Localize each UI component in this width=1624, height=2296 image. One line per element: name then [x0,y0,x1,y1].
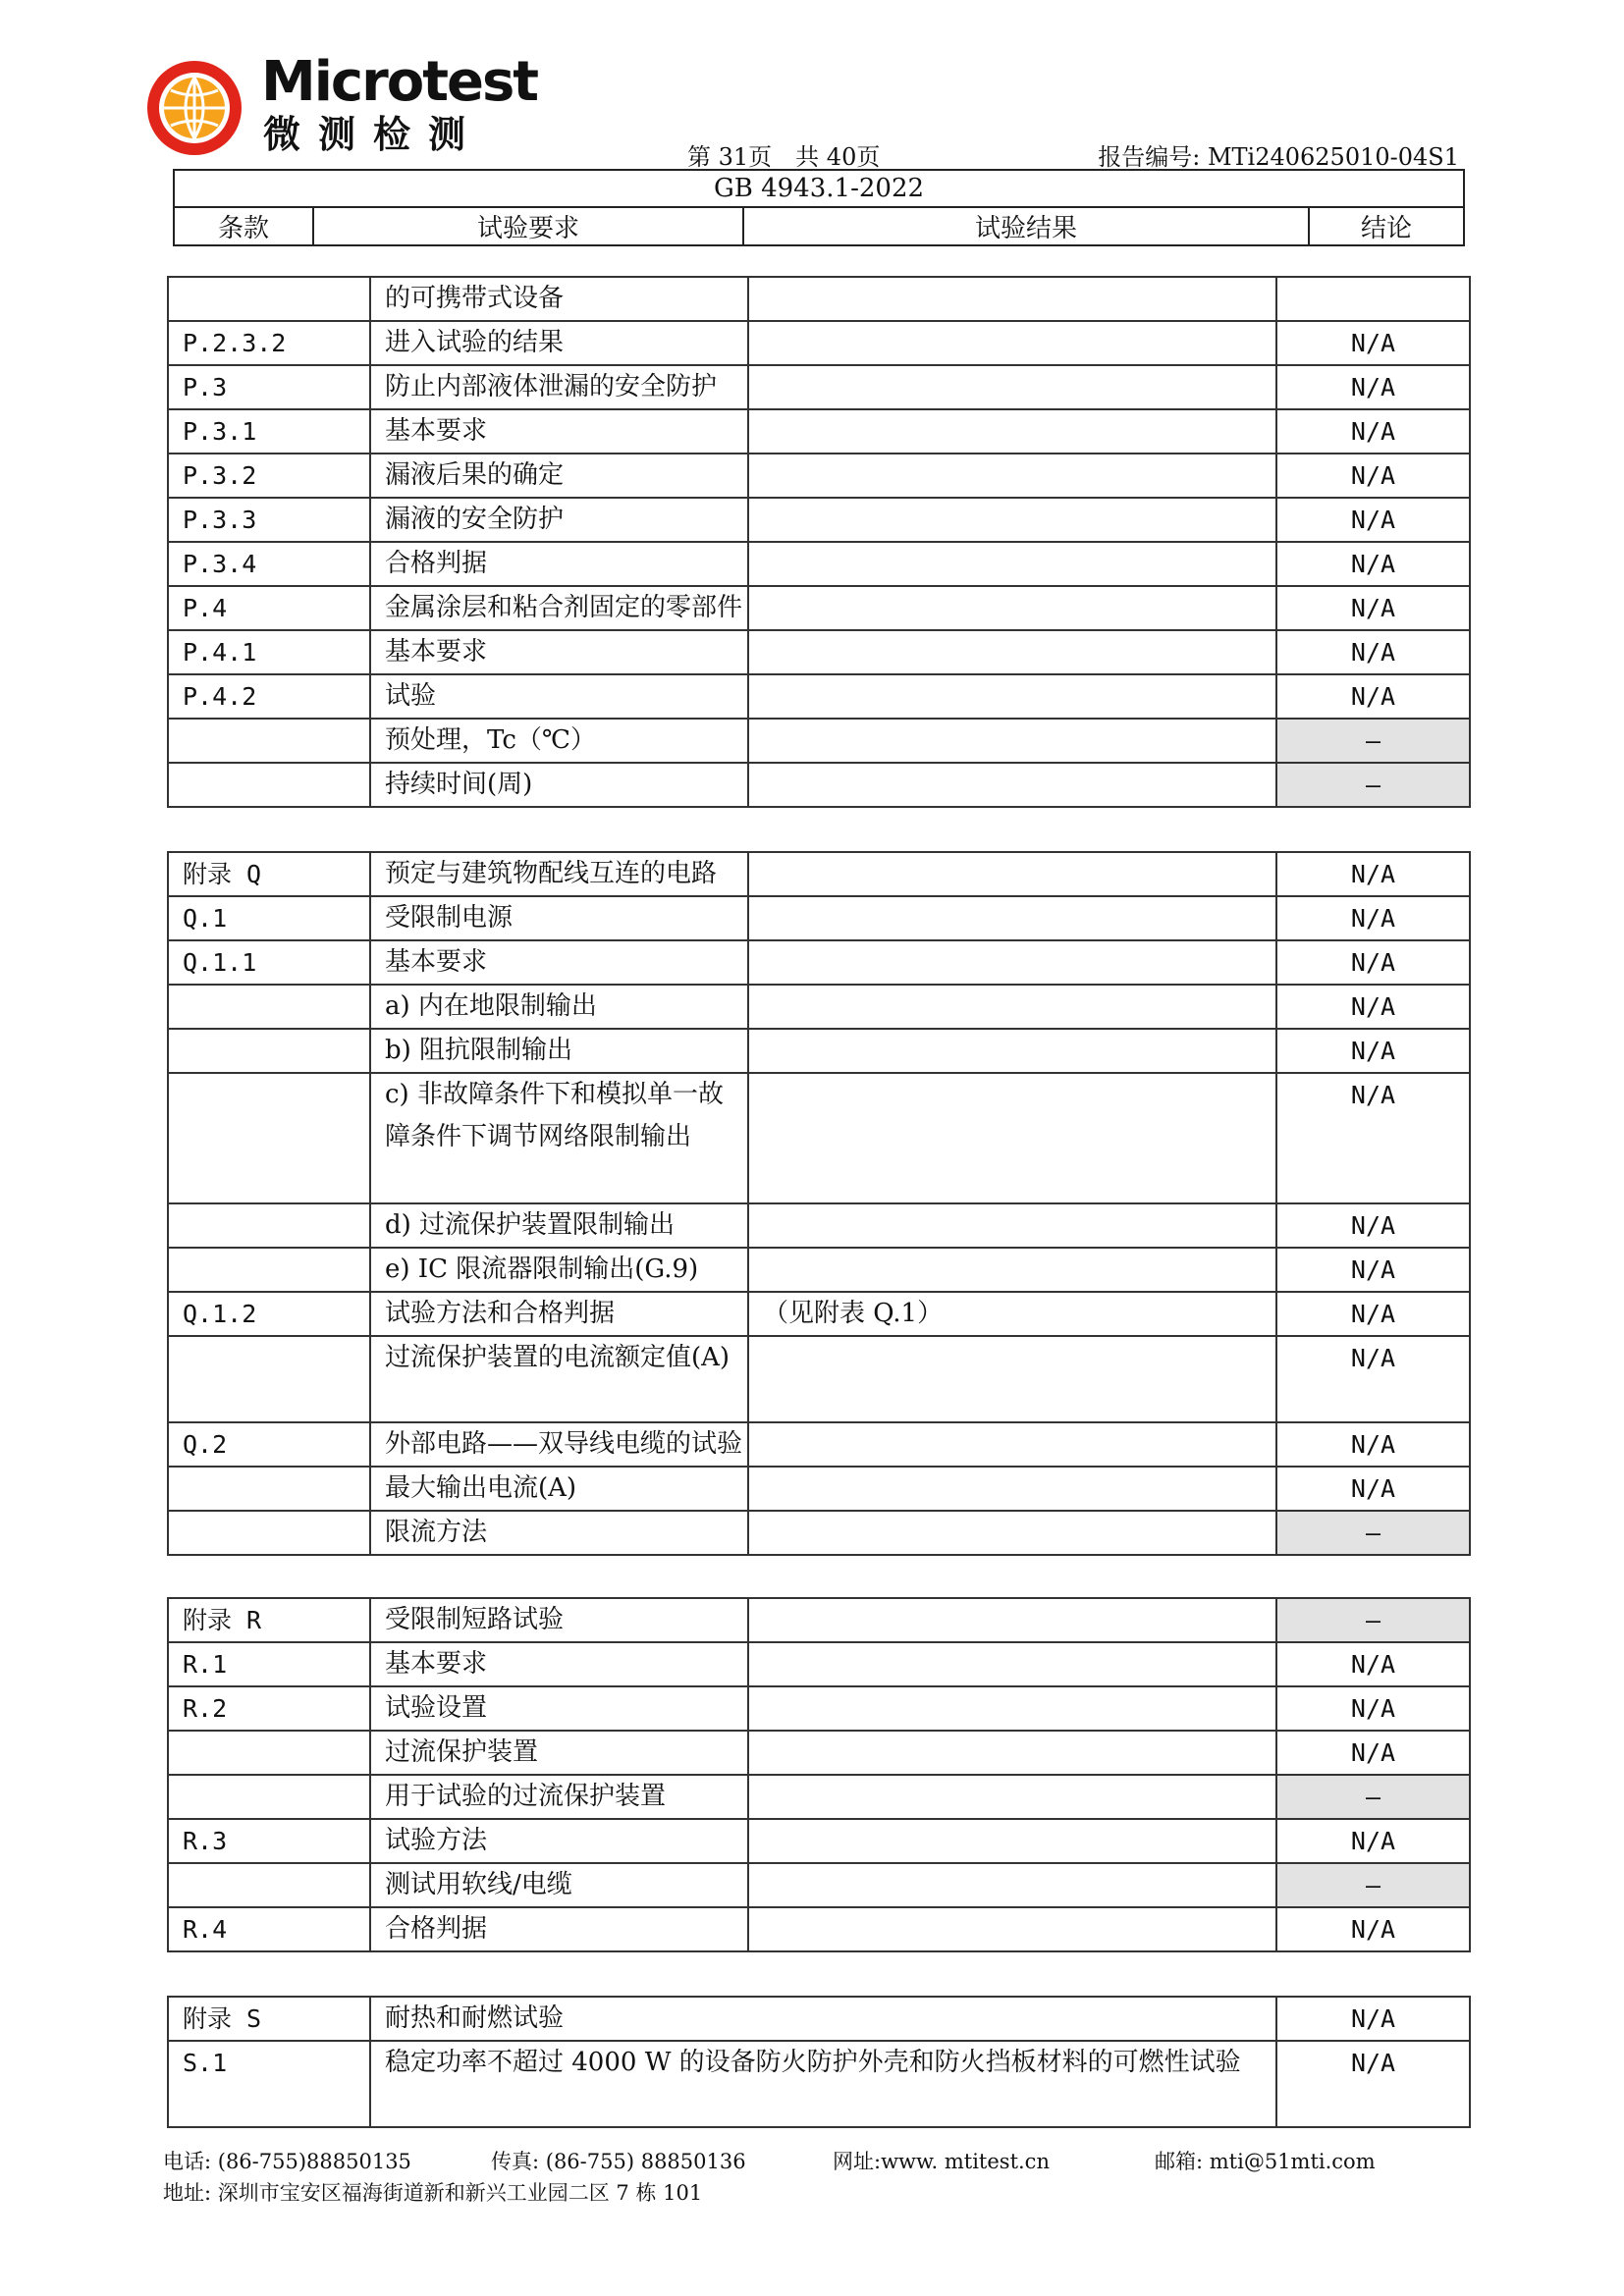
requirement-cell: 持续时间(周) [370,763,748,807]
column-header-verdict: 结论 [1309,207,1464,245]
result-cell [748,1336,1276,1422]
requirement-cell: 金属涂层和粘合剂固定的零部件 [370,586,748,630]
verdict-cell: N/A [1276,498,1470,542]
table-row [168,1598,1470,1642]
verdict-cell: — [1276,1598,1470,1642]
verdict-cell: N/A [1276,1248,1470,1292]
clause-cell [168,1073,370,1203]
clause-cell [168,1029,370,1073]
verdict-cell: N/A [1276,1907,1470,1951]
verdict-cell: N/A [1276,1073,1470,1203]
table-row [168,896,1470,940]
verdict-cell: N/A [1276,586,1470,630]
result-cell [748,1598,1276,1642]
verdict-cell: N/A [1276,2041,1470,2127]
requirement-cell: e) IC 限流器限制输出(G.9) [370,1248,748,1292]
requirement-cell: 基本要求 [370,940,748,985]
table-row [168,1863,1470,1907]
table-row [168,542,1470,586]
clause-cell: P.3 [168,365,370,409]
result-cell [748,409,1276,454]
requirement-cell: 最大输出电流(A) [370,1467,748,1511]
clause-cell [168,1863,370,1907]
table-row [168,586,1470,630]
requirement-cell: 漏液的安全防护 [370,498,748,542]
requirement-cell: 试验方法 [370,1819,748,1863]
clause-cell: P.4 [168,586,370,630]
table-row [168,763,1470,807]
clause-cell [168,1511,370,1555]
requirement-cell: 试验方法和合格判据 [370,1292,748,1336]
clause-cell: P.3.4 [168,542,370,586]
verdict-cell: N/A [1276,1997,1470,2041]
report-number: 报告编号: MTi240625010-04S1 [1098,143,1459,171]
clause-cell: R.3 [168,1819,370,1863]
clause-cell [168,277,370,321]
verdict-cell: — [1276,1775,1470,1819]
column-header-result: 试验结果 [743,207,1309,245]
requirement-cell: 外部电路——双导线电缆的试验 [370,1422,748,1467]
result-cell [748,277,1276,321]
verdict-cell: N/A [1276,852,1470,896]
page-number: 第 31页 共 40页 [687,143,881,171]
verdict-cell: N/A [1276,940,1470,985]
verdict-cell: N/A [1276,896,1470,940]
result-cell [748,321,1276,365]
section-table-appendix-s [167,1996,1471,2128]
clause-cell [168,1203,370,1248]
requirement-cell: 限流方法 [370,1511,748,1555]
clause-cell [168,719,370,763]
table-row [168,321,1470,365]
table-row [168,1467,1470,1511]
result-cell [748,674,1276,719]
result-cell [748,498,1276,542]
clause-cell [168,763,370,807]
table-row [168,1642,1470,1686]
requirement-cell: 测试用软线/电缆 [370,1863,748,1907]
clause-cell: P.4.2 [168,674,370,719]
section-table-appendix-r [167,1597,1471,1952]
clause-cell [168,1775,370,1819]
table-row [168,498,1470,542]
verdict-cell: N/A [1276,542,1470,586]
table-row [168,1686,1470,1731]
standard-header-table [173,169,1465,246]
column-header-requirement: 试验要求 [313,207,743,245]
requirement-cell: 进入试验的结果 [370,321,748,365]
requirement-cell: 的可携带式设备 [370,277,748,321]
verdict-cell: N/A [1276,1642,1470,1686]
result-cell [748,586,1276,630]
verdict-cell: N/A [1276,985,1470,1029]
requirement-cell: b) 阻抗限制输出 [370,1029,748,1073]
table-row [168,985,1470,1029]
result-cell [748,1422,1276,1467]
verdict-cell: N/A [1276,1422,1470,1467]
result-cell [748,454,1276,498]
brand-name: Microtest [261,50,538,114]
footer-phone: 电话: (86-755)88850135 [163,2150,411,2173]
table-row [168,1819,1470,1863]
clause-cell: S.1 [168,2041,370,2127]
result-cell [748,763,1276,807]
verdict-cell: N/A [1276,409,1470,454]
requirement-cell: 受限制短路试验 [370,1598,748,1642]
table-row [168,1422,1470,1467]
clause-cell: R.2 [168,1686,370,1731]
requirement-cell: 合格判据 [370,542,748,586]
clause-cell: 附录 S [168,1997,370,2041]
result-cell [748,1907,1276,1951]
result-cell [748,1203,1276,1248]
clause-cell [168,1731,370,1775]
verdict-cell: — [1276,1511,1470,1555]
verdict-cell: N/A [1276,1292,1470,1336]
table-row [168,1292,1470,1336]
clause-cell: P.4.1 [168,630,370,674]
requirement-cell: 漏液后果的确定 [370,454,748,498]
table-row [168,852,1470,896]
result-cell [748,1029,1276,1073]
globe-logo-icon [145,59,244,157]
table-row [168,719,1470,763]
result-cell [748,1686,1276,1731]
clause-cell: Q.1.2 [168,1292,370,1336]
company-logo [145,50,538,159]
result-cell [748,1819,1276,1863]
table-row [168,674,1470,719]
verdict-cell: — [1276,719,1470,763]
verdict-cell: N/A [1276,674,1470,719]
table-row [168,940,1470,985]
table-row [168,1248,1470,1292]
result-cell: （见附表 Q.1） [748,1292,1276,1336]
clause-cell [168,985,370,1029]
requirement-cell: d) 过流保护装置限制输出 [370,1203,748,1248]
requirement-cell: 预处理，Tc（℃） [370,719,748,763]
table-row [168,630,1470,674]
clause-cell: P.2.3.2 [168,321,370,365]
requirement-cell: 耐热和耐燃试验 [370,1997,1276,2041]
table-row [168,409,1470,454]
verdict-cell: N/A [1276,321,1470,365]
result-cell [748,985,1276,1029]
result-cell [748,896,1276,940]
footer-website: 网址:www. mtitest.cn [833,2150,1050,2173]
result-cell [748,852,1276,896]
result-cell [748,940,1276,985]
clause-cell [168,1248,370,1292]
result-cell [748,630,1276,674]
table-row [168,1073,1470,1203]
table-row [168,1203,1470,1248]
table-row [168,1511,1470,1555]
verdict-cell [1276,277,1470,321]
clause-cell [168,1336,370,1422]
clause-cell: P.3.1 [168,409,370,454]
footer-address: 地址: 深圳市宝安区福海街道新和新兴工业园二区 7 栋 101 [163,2181,703,2205]
result-cell [748,1467,1276,1511]
requirement-cell: 过流保护装置的电流额定值(A) [370,1336,748,1422]
clause-cell: 附录 Q [168,852,370,896]
verdict-cell: — [1276,1863,1470,1907]
result-cell [748,1863,1276,1907]
result-cell [748,1642,1276,1686]
requirement-cell: 试验 [370,674,748,719]
clause-cell: Q.1 [168,896,370,940]
requirement-cell: 过流保护装置 [370,1731,748,1775]
result-cell [748,719,1276,763]
result-cell [748,1073,1276,1203]
standard-code: GB 4943.1-2022 [174,170,1464,207]
clause-cell: Q.2 [168,1422,370,1467]
table-row [168,1775,1470,1819]
verdict-cell: — [1276,763,1470,807]
verdict-cell: N/A [1276,630,1470,674]
verdict-cell: N/A [1276,1819,1470,1863]
table-row [168,1907,1470,1951]
result-cell [748,1731,1276,1775]
column-header-clause: 条款 [174,207,313,245]
table-row [168,1029,1470,1073]
requirement-cell: c) 非故障条件下和模拟单一故障条件下调节网络限制输出 [370,1073,748,1203]
clause-cell [168,1467,370,1511]
table-row [168,1997,1470,2041]
table-row [168,2041,1470,2127]
table-row [168,454,1470,498]
verdict-cell: N/A [1276,1731,1470,1775]
table-row [168,277,1470,321]
clause-cell: P.3.3 [168,498,370,542]
requirement-cell: 基本要求 [370,1642,748,1686]
result-cell [748,365,1276,409]
clause-cell: P.3.2 [168,454,370,498]
result-cell [748,1511,1276,1555]
requirement-cell: 试验设置 [370,1686,748,1731]
requirement-cell: 预定与建筑物配线互连的电路 [370,852,748,896]
verdict-cell: N/A [1276,1203,1470,1248]
footer-fax: 传真: (86-755) 88850136 [491,2150,746,2173]
verdict-cell: N/A [1276,1029,1470,1073]
verdict-cell: N/A [1276,365,1470,409]
clause-cell: R.4 [168,1907,370,1951]
clause-cell: Q.1.1 [168,940,370,985]
requirement-cell: 合格判据 [370,1907,748,1951]
table-row [168,1336,1470,1422]
footer-email: 邮箱: mti@51mti.com [1155,2150,1376,2173]
requirement-cell: 基本要求 [370,630,748,674]
section-table-appendix-q [167,851,1471,1556]
verdict-cell: N/A [1276,1336,1470,1422]
requirement-cell: 基本要求 [370,409,748,454]
brand-name-cn: 微测检测 [263,113,484,156]
verdict-cell: N/A [1276,1467,1470,1511]
verdict-cell: N/A [1276,454,1470,498]
requirement-cell: 防止内部液体泄漏的安全防护 [370,365,748,409]
result-cell [748,542,1276,586]
clause-cell: 附录 R [168,1598,370,1642]
clause-cell: R.1 [168,1642,370,1686]
requirement-cell: 用于试验的过流保护装置 [370,1775,748,1819]
result-cell [748,1248,1276,1292]
table-row [168,365,1470,409]
requirement-cell: 受限制电源 [370,896,748,940]
section-table-p [167,276,1471,808]
requirement-cell: 稳定功率不超过 4000 W 的设备防火防护外壳和防火挡板材料的可燃性试验 [370,2041,1276,2127]
table-row [168,1731,1470,1775]
requirement-cell: a) 内在地限制输出 [370,985,748,1029]
verdict-cell: N/A [1276,1686,1470,1731]
result-cell [748,1775,1276,1819]
